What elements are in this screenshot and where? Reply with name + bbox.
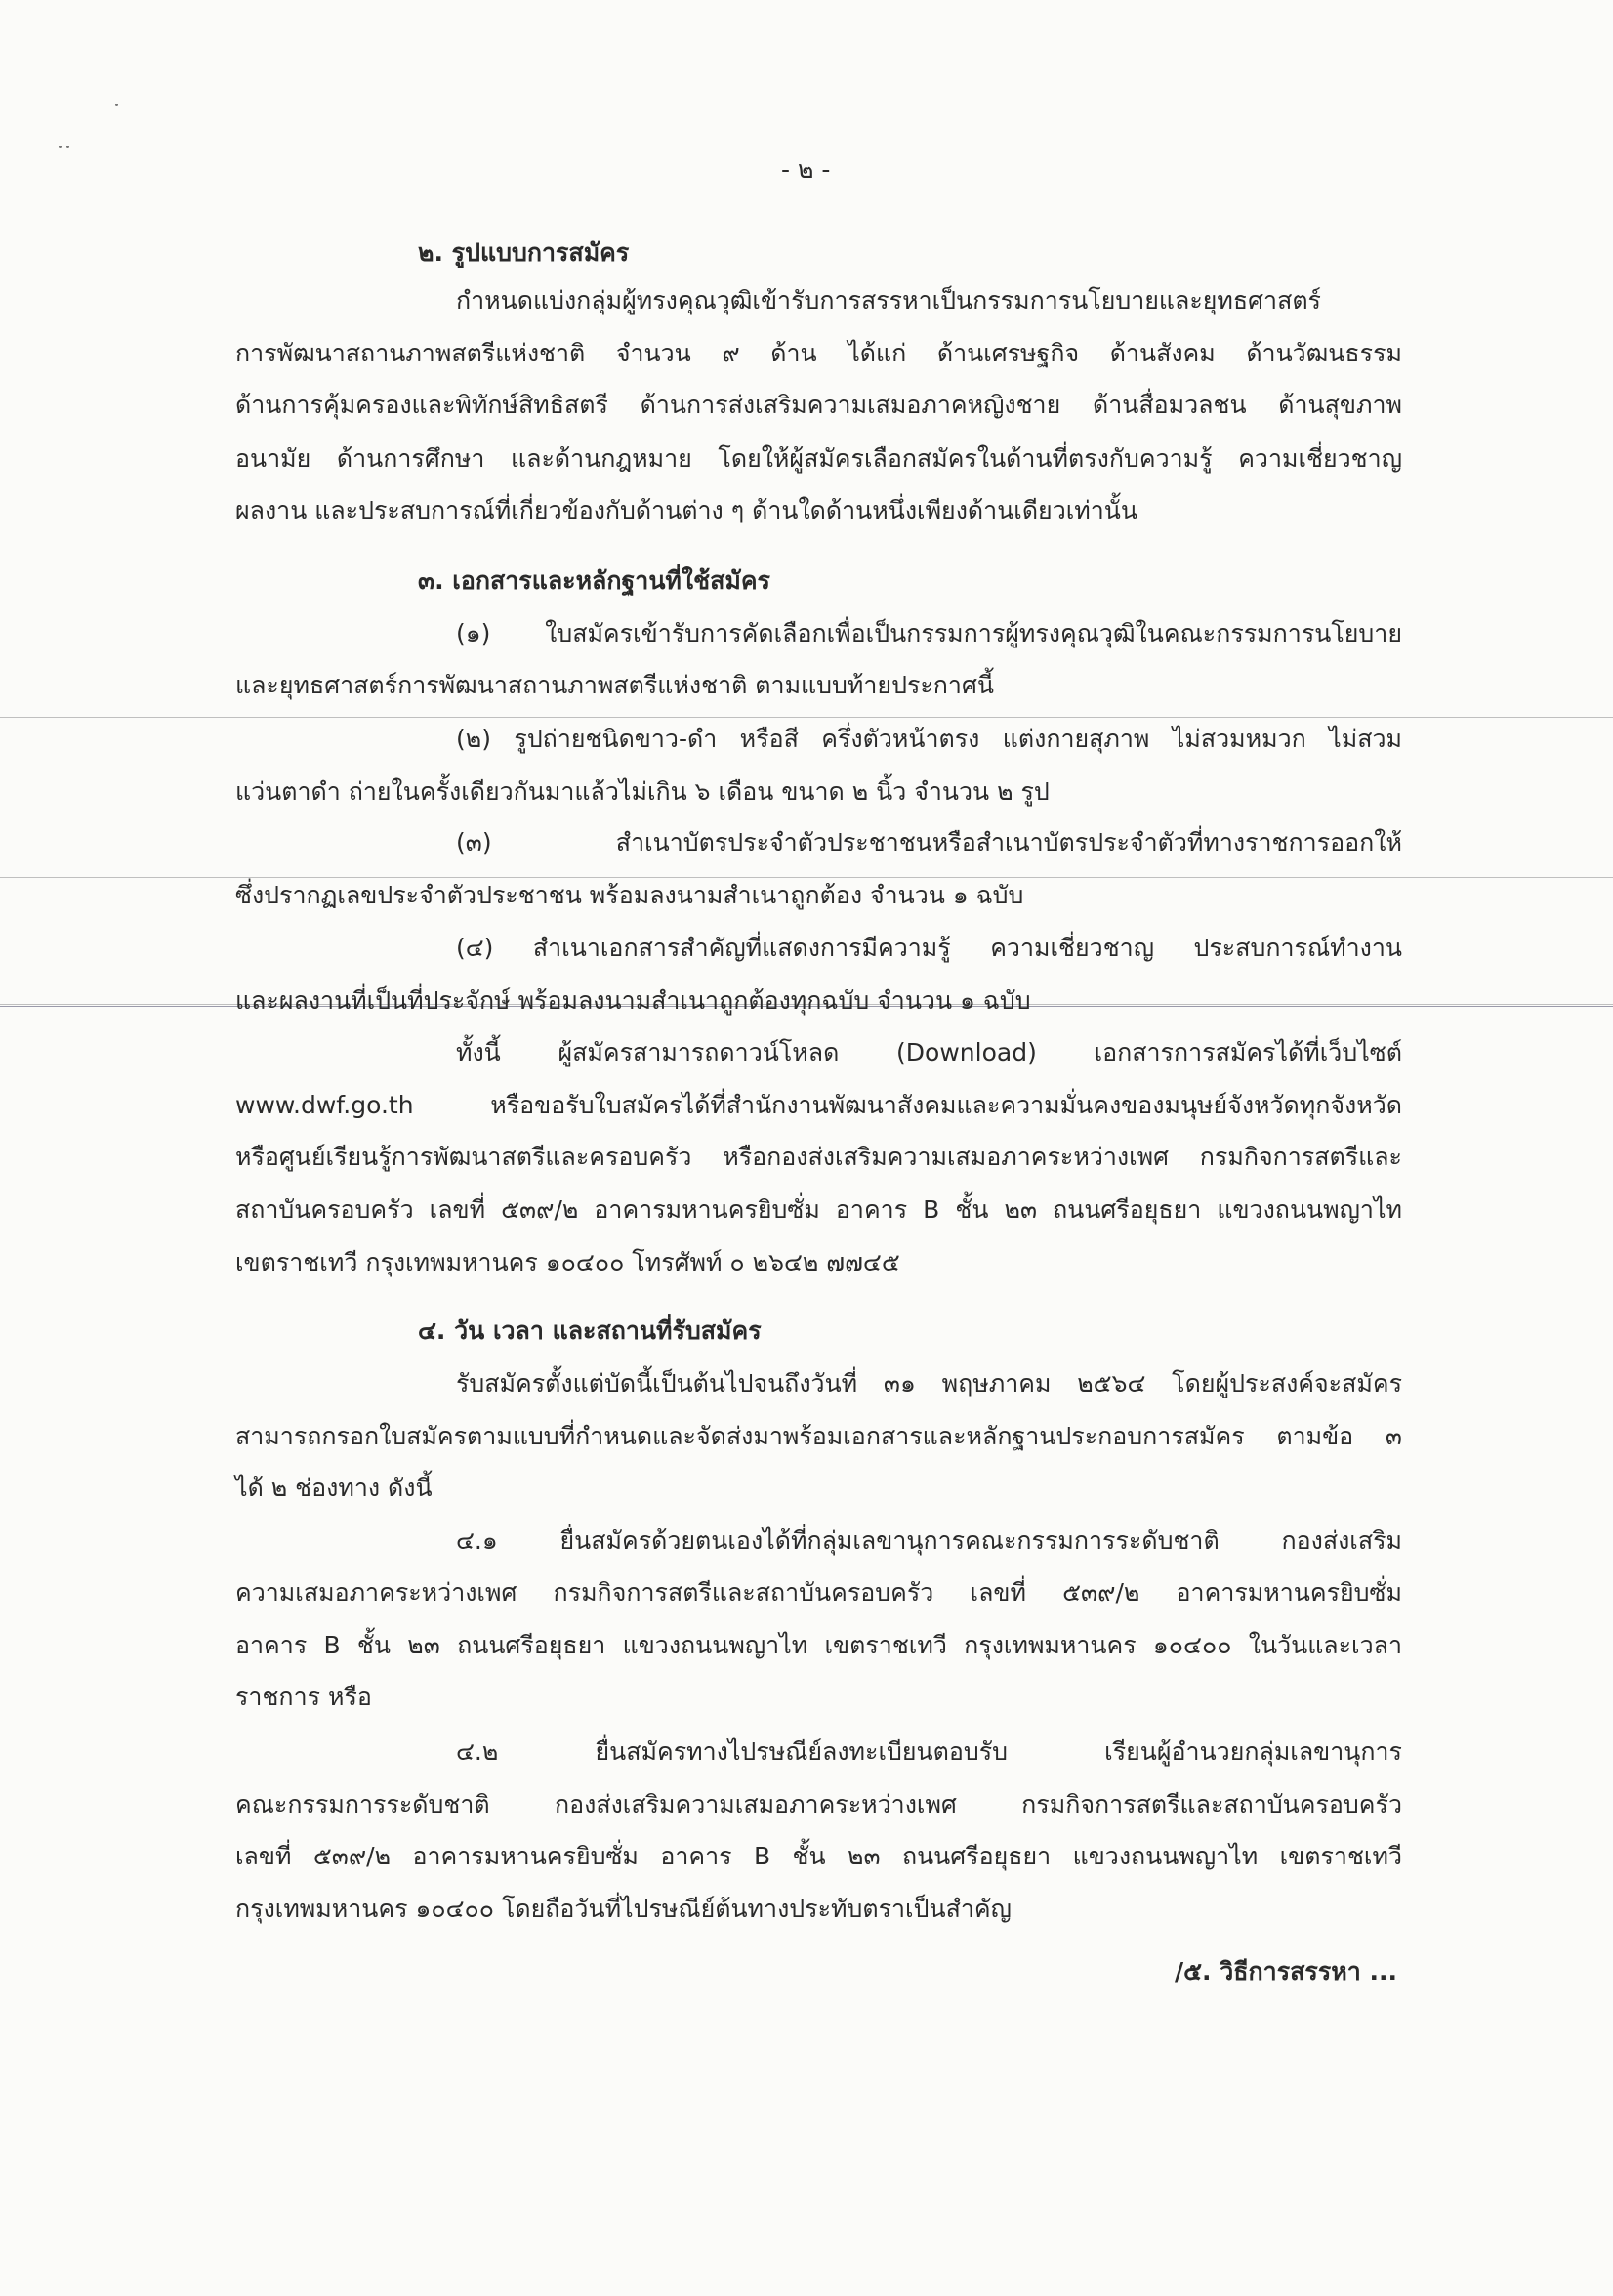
paragraph-line: กรุงเทพมหานคร ๑๐๔๐๐ โดยถือวันที่ไปรษณีย์ต้นทางประทับตราเป็นสำคัญ xyxy=(235,1895,1012,1923)
paragraph-line: เขตราชเทวี กรุงเทพมหานคร ๑๐๔๐๐ โทรศัพท์ ๐ ๒๖๔๒ ๗๗๔๕ xyxy=(235,1248,900,1276)
list-item-line: (๓) สำเนาบัตรประจำตัวประชาชนหรือสำเนาบัตรประจำตัวที่ทางราชการออกให้ xyxy=(456,828,1402,856)
paragraph-line: ๔.๑ ยื่นสมัครด้วยตนเองได้ที่กลุ่มเลขานุการคณะกรรมการระดับชาติ กองส่งเสริม xyxy=(456,1526,1402,1555)
section-3-heading: ๓. เอกสารและหลักฐานที่ใช้สมัคร xyxy=(418,566,770,595)
paragraph-line: ด้านการคุ้มครองและพิทักษ์สิทธิสตรี ด้านการส่งเสริมความเสมอภาคหญิงชาย ด้านสื่อมวลชน ด้านสุขภาพ xyxy=(235,391,1402,419)
paragraph-line: ๔.๒ ยื่นสมัครทางไปรษณีย์ลงทะเบียนตอบรับ เรียนผู้อำนวยกลุ่มเลขานุการ xyxy=(456,1737,1402,1766)
scan-speck xyxy=(115,104,118,106)
paragraph-line: สามารถกรอกใบสมัครตามแบบที่กำหนดและจัดส่งมาพร้อมเอกสารและหลักฐานประกอบการสมัคร ตามข้อ ๓ xyxy=(235,1422,1402,1450)
list-item-line: ซึ่งปรากฏเลขประจำตัวประชาชน พร้อมลงนามสำเนาถูกต้อง จำนวน ๑ ฉบับ xyxy=(235,881,1024,909)
list-item-line: และยุทธศาสตร์การพัฒนาสถานภาพสตรีแห่งชาติ ตามแบบท้ายประกาศนี้ xyxy=(235,671,994,699)
scan-speck xyxy=(59,146,62,148)
page-number: - ๒ - xyxy=(781,155,831,184)
paragraph-line: สถาบันครอบครัว เลขที่ ๕๓๙/๒ อาคารมหานครยิบซั่ม อาคาร B ชั้น ๒๓ ถนนศรีอยุธยา แขวงถนนพญาไท xyxy=(235,1195,1402,1224)
list-item-line: แว่นตาดำ ถ่ายในครั้งเดียวกันมาแล้วไม่เกิน ๖ เดือน ขนาด ๒ นิ้ว จำนวน ๒ รูป xyxy=(235,777,1050,806)
paragraph-line: ทั้งนี้ ผู้สมัครสามารถดาวน์โหลด (Download) เอกสารการสมัครได้ที่เว็บไซต์ xyxy=(456,1038,1402,1066)
section-2-heading: ๒. รูปแบบการสมัคร xyxy=(418,238,630,267)
scan-line xyxy=(0,877,1613,878)
paragraph-line: ผลงาน และประสบการณ์ที่เกี่ยวข้องกับด้านต่าง ๆ ด้านใดด้านหนึ่งเพียงด้านเดียวเท่านั้น xyxy=(235,496,1137,524)
paragraph-line: หรือศูนย์เรียนรู้การพัฒนาสตรีและครอบครัว หรือกองส่งเสริมความเสมอภาคระหว่างเพศ กรมกิจการสตรีและ xyxy=(235,1143,1402,1171)
paragraph-line: ความเสมอภาคระหว่างเพศ กรมกิจการสตรีและสถาบันครอบครัว เลขที่ ๕๓๙/๒ อาคารมหานครยิบซั่ม xyxy=(235,1578,1402,1607)
paragraph-line: ได้ ๒ ช่องทาง ดังนี้ xyxy=(235,1474,433,1502)
paragraph-line: กำหนดแบ่งกลุ่มผู้ทรงคุณวุฒิเข้ารับการสรรหาเป็นกรรมการนโยบายและยุทธศาสตร์ xyxy=(456,286,1321,314)
list-item-line: (๑) ใบสมัครเข้ารับการคัดเลือกเพื่อเป็นกรรมการผู้ทรงคุณวุฒิในคณะกรรมการนโยบาย xyxy=(456,619,1402,647)
paragraph-line: คณะกรรมการระดับชาติ กองส่งเสริมความเสมอภาคระหว่างเพศ กรมกิจการสตรีและสถาบันครอบครัว xyxy=(235,1790,1402,1818)
section-4-heading: ๔. วัน เวลา และสถานที่รับสมัคร xyxy=(418,1316,762,1345)
paragraph-line: การพัฒนาสถานภาพสตรีแห่งชาติ จำนวน ๙ ด้าน ได้แก่ ด้านเศรษฐกิจ ด้านสังคม ด้านวัฒนธรรม xyxy=(235,339,1402,367)
paragraph-line: ราชการ หรือ xyxy=(235,1683,372,1711)
scan-line xyxy=(0,717,1613,718)
paragraph-line: รับสมัครตั้งแต่บัดนี้เป็นต้นไปจนถึงวันที่ ๓๑ พฤษภาคม ๒๕๖๔ โดยผู้ประสงค์จะสมัคร xyxy=(456,1369,1402,1398)
scan-speck xyxy=(66,146,69,148)
list-item-line: (๒) รูปถ่ายชนิดขาว-ดำ หรือสี ครึ่งตัวหน้าตรง แต่งกายสุภาพ ไม่สวมหมวก ไม่สวม xyxy=(456,725,1402,753)
list-item-line: และผลงานที่เป็นที่ประจักษ์ พร้อมลงนามสำเนาถูกต้องทุกฉบับ จำนวน ๑ ฉบับ xyxy=(235,986,1031,1015)
continuation-footer: /๕. วิธีการสรรหา ... xyxy=(1175,1957,1397,1985)
paragraph-line: อนามัย ด้านการศึกษา และด้านกฎหมาย โดยให้ผู้สมัครเลือกสมัครในด้านที่ตรงกับความรู้ ความเชี่ยวชาญ xyxy=(235,444,1402,473)
paragraph-line: www.dwf.go.th หรือขอรับใบสมัครได้ที่สำนักงานพัฒนาสังคมและความมั่นคงของมนุษย์จังหวัดทุกจังหวัด xyxy=(235,1091,1402,1119)
list-item-line: (๔) สำเนาเอกสารสำคัญที่แสดงการมีความรู้ ความเชี่ยวชาญ ประสบการณ์ทำงาน xyxy=(456,934,1402,962)
paragraph-line: เลขที่ ๕๓๙/๒ อาคารมหานครยิบซั่ม อาคาร B ชั้น ๒๓ ถนนศรีอยุธยา แขวงถนนพญาไท เขตราชเทวี xyxy=(235,1842,1402,1870)
paragraph-line: อาคาร B ชั้น ๒๓ ถนนศรีอยุธยา แขวงถนนพญาไท เขตราชเทวี กรุงเทพมหานคร ๑๐๔๐๐ ในวันและเวลา xyxy=(235,1631,1402,1659)
